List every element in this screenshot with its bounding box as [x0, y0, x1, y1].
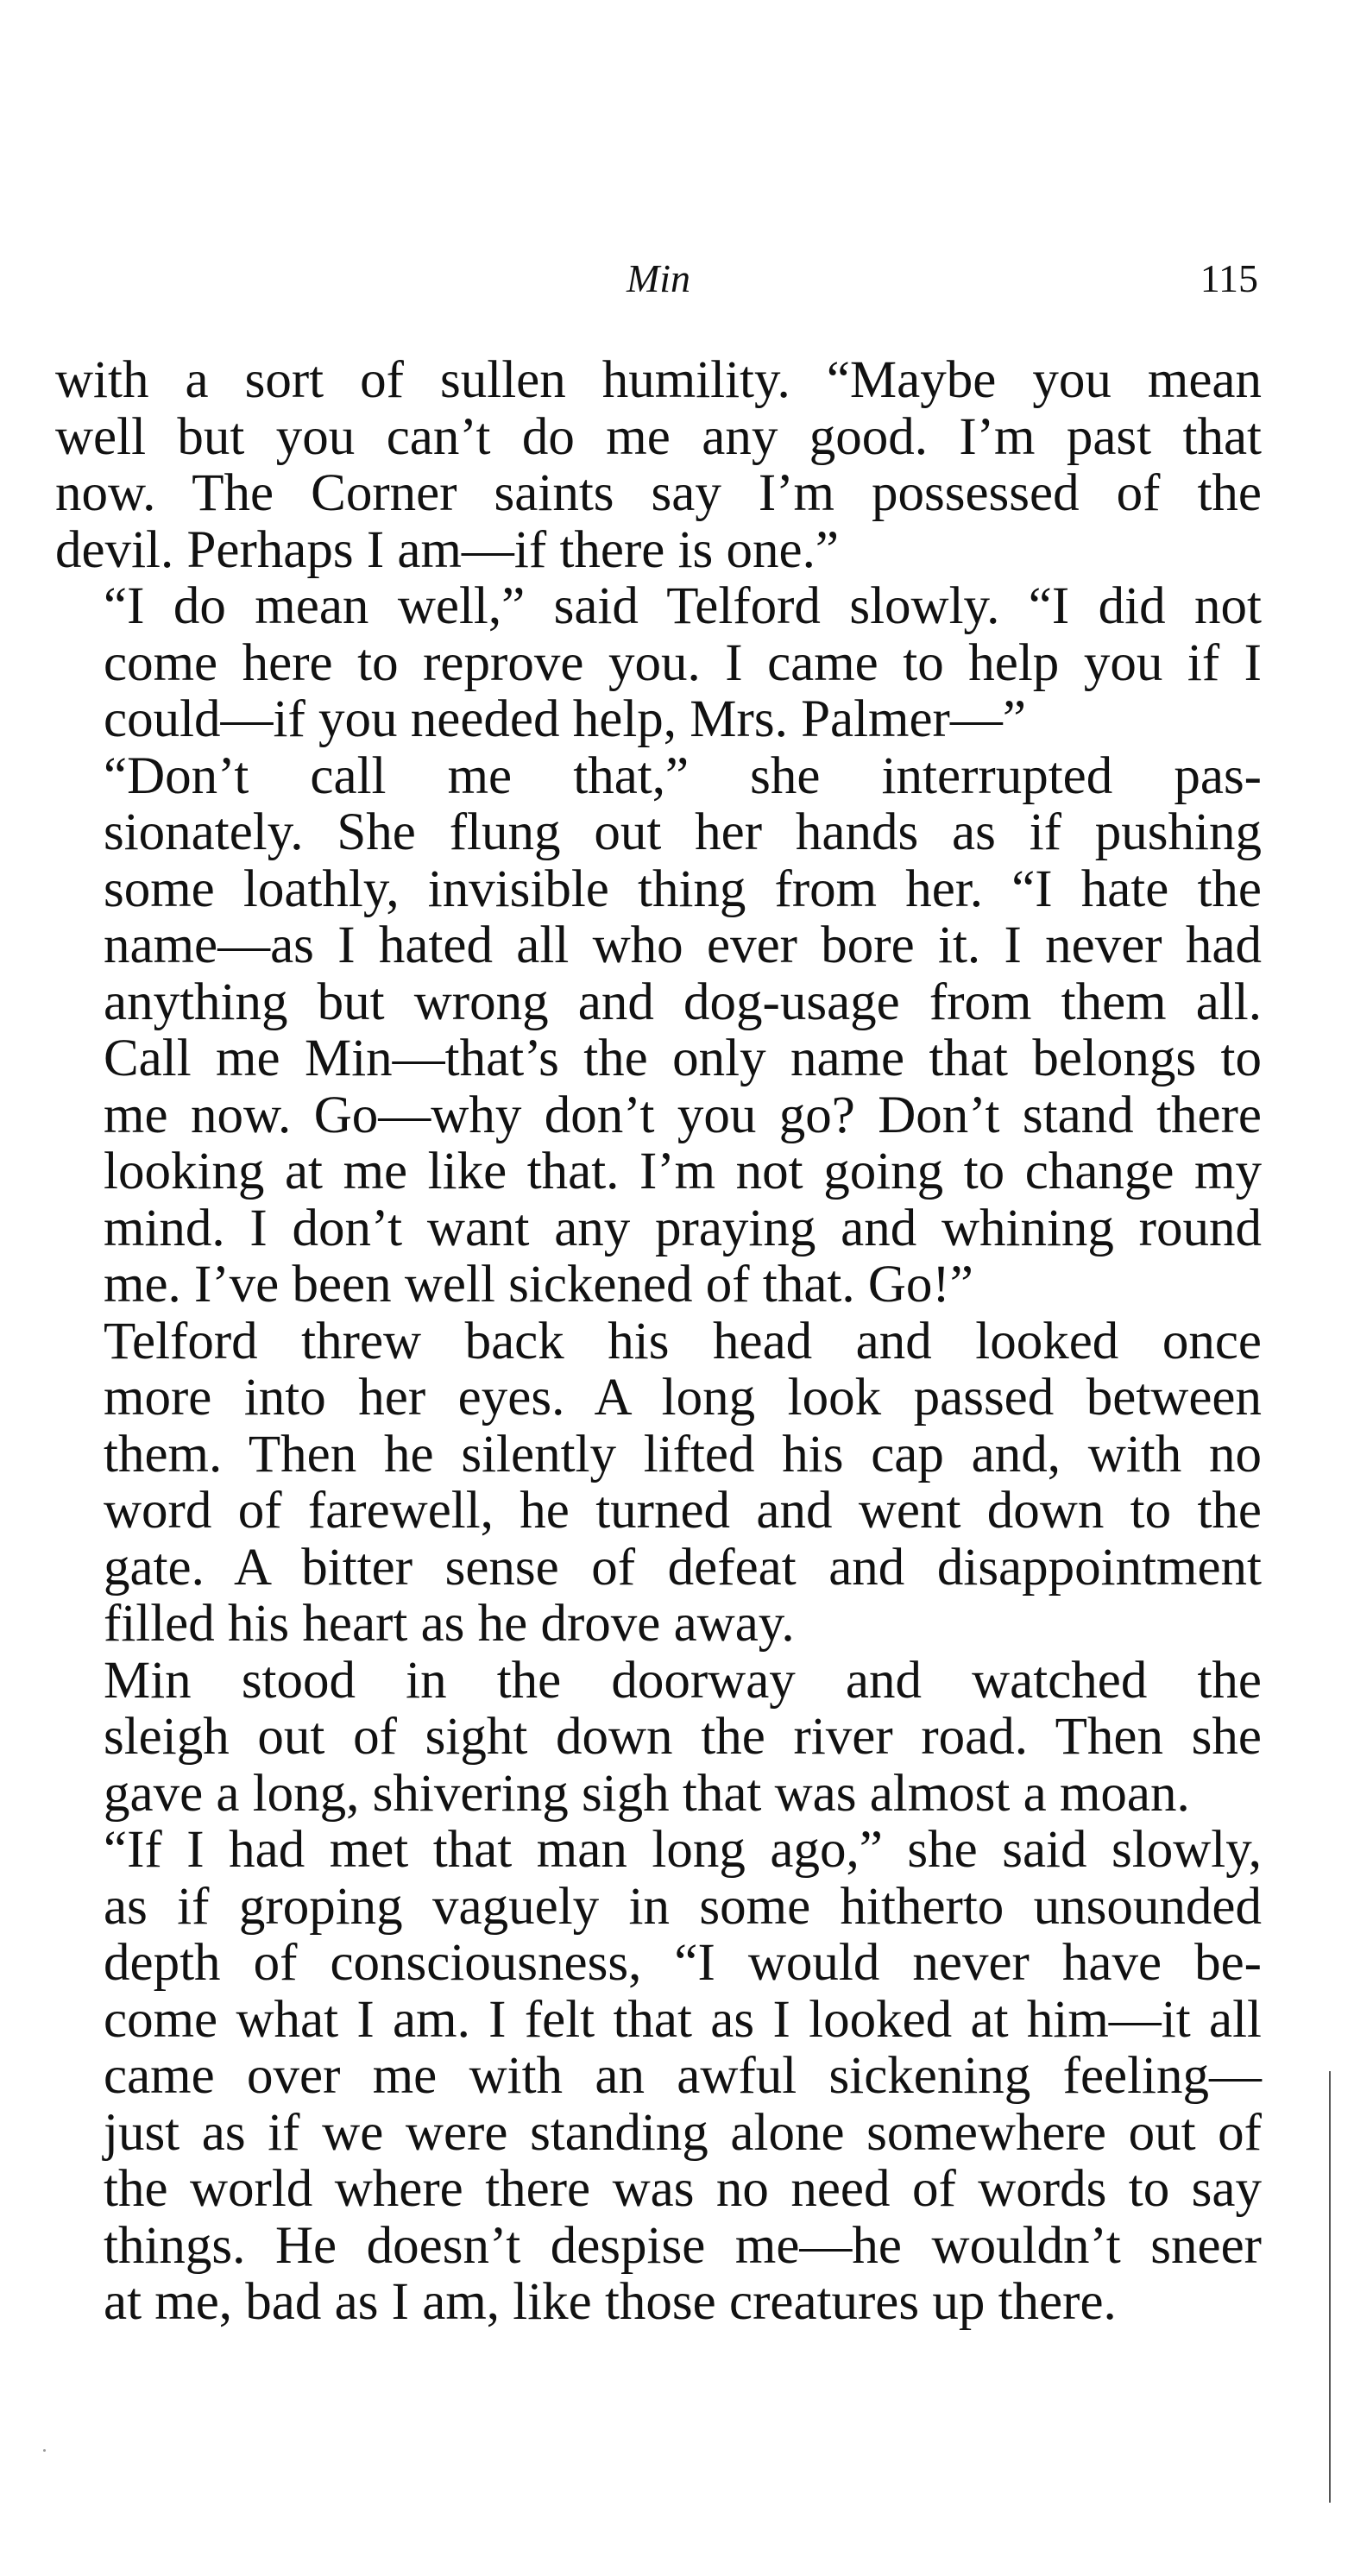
text-line: came over me with an awful sickening feeling— [104, 2047, 1262, 2105]
text-line: things. He doesn’t despise me—he wouldn’t sneer [104, 2216, 1262, 2275]
text-line: anything but wrong and dog-usage from them all. [104, 973, 1262, 1031]
text-line: “I do mean well,” said Telford slowly. “I did not [104, 577, 1262, 635]
text-line: come here to reprove you. I came to help you if I [104, 633, 1262, 692]
paragraph [55, 1822, 1262, 2331]
paragraph [55, 748, 1262, 1313]
text-line: Call me Min—that’s the only name that belongs to [104, 1030, 1262, 1087]
text-line: sleigh out of sight down the river road. Then she [104, 1708, 1262, 1766]
text-line: name—as I hated all who ever bore it. I never had [104, 916, 1262, 974]
scan-edge-line [1329, 2071, 1331, 2503]
text-line: some loathly, invisible thing from her. “I hate the [104, 860, 1262, 918]
text-line: depth of consciousness, “I would never have be- [104, 1934, 1262, 1992]
text-line: mind. I don’t want any praying and whining round [104, 1199, 1262, 1257]
text-line: Telford threw back his head and looked once [104, 1312, 1262, 1370]
page-number: 115 [1200, 256, 1258, 300]
running-title: Min [626, 256, 691, 300]
text-line: devil. Perhaps I am—if there is one.” [55, 520, 839, 579]
text-line: gave a long, shivering sigh that was almost a moan. [104, 1764, 1190, 1823]
text-line: looking at me like that. I’m not going to change my [104, 1143, 1262, 1200]
text-line: me. I’ve been well sickened of that. Go!” [104, 1256, 973, 1313]
text-line: could—if you needed help, Mrs. Palmer—” [104, 690, 1026, 748]
text-line: sionately. She flung out her hands as if pushing [104, 803, 1262, 861]
text-line: more into her eyes. A long look passed between [104, 1369, 1262, 1427]
text-line: me now. Go—why don’t you go? Don’t stand there [104, 1086, 1262, 1144]
paragraph [55, 1313, 1262, 1653]
text-line: now. The Corner saints say I’m possessed of the [55, 464, 1262, 522]
paragraph [55, 578, 1262, 748]
text-line: well but you can’t do me any good. I’m past that [55, 407, 1262, 466]
text-line: “Don’t call me that,” she interrupted pas- [104, 746, 1262, 805]
text-line: at me, bad as I am, like those creatures up there. [104, 2273, 1117, 2331]
paragraph [55, 1653, 1262, 1823]
text-line: come what I am. I felt that as I looked at him—it all [104, 1990, 1262, 2049]
text-line: the world where there was no need of words to say [104, 2160, 1262, 2218]
running-head [59, 249, 1258, 309]
text-line: with a sort of sullen humility. “Maybe you mean [55, 351, 1262, 409]
text-line: “If I had met that man long ago,” she said slowly, [104, 1821, 1262, 1879]
body-text [55, 352, 1262, 2331]
text-line: filled his heart as he drove away. [104, 1595, 795, 1653]
text-line: them. Then he silently lifted his cap and, with no [104, 1425, 1262, 1483]
text-line: Min stood in the doorway and watched the [104, 1651, 1262, 1710]
text-line: just as if we were standing alone somewhere out of [104, 2103, 1262, 2162]
text-line: word of farewell, he turned and went down to the [104, 1482, 1262, 1540]
paragraph [55, 352, 1262, 578]
text-line: as if groping vaguely in some hitherto unsounded [104, 1877, 1262, 1936]
text-line: gate. A bitter sense of defeat and disappointment [104, 1538, 1262, 1597]
scan-speck [43, 2449, 46, 2452]
